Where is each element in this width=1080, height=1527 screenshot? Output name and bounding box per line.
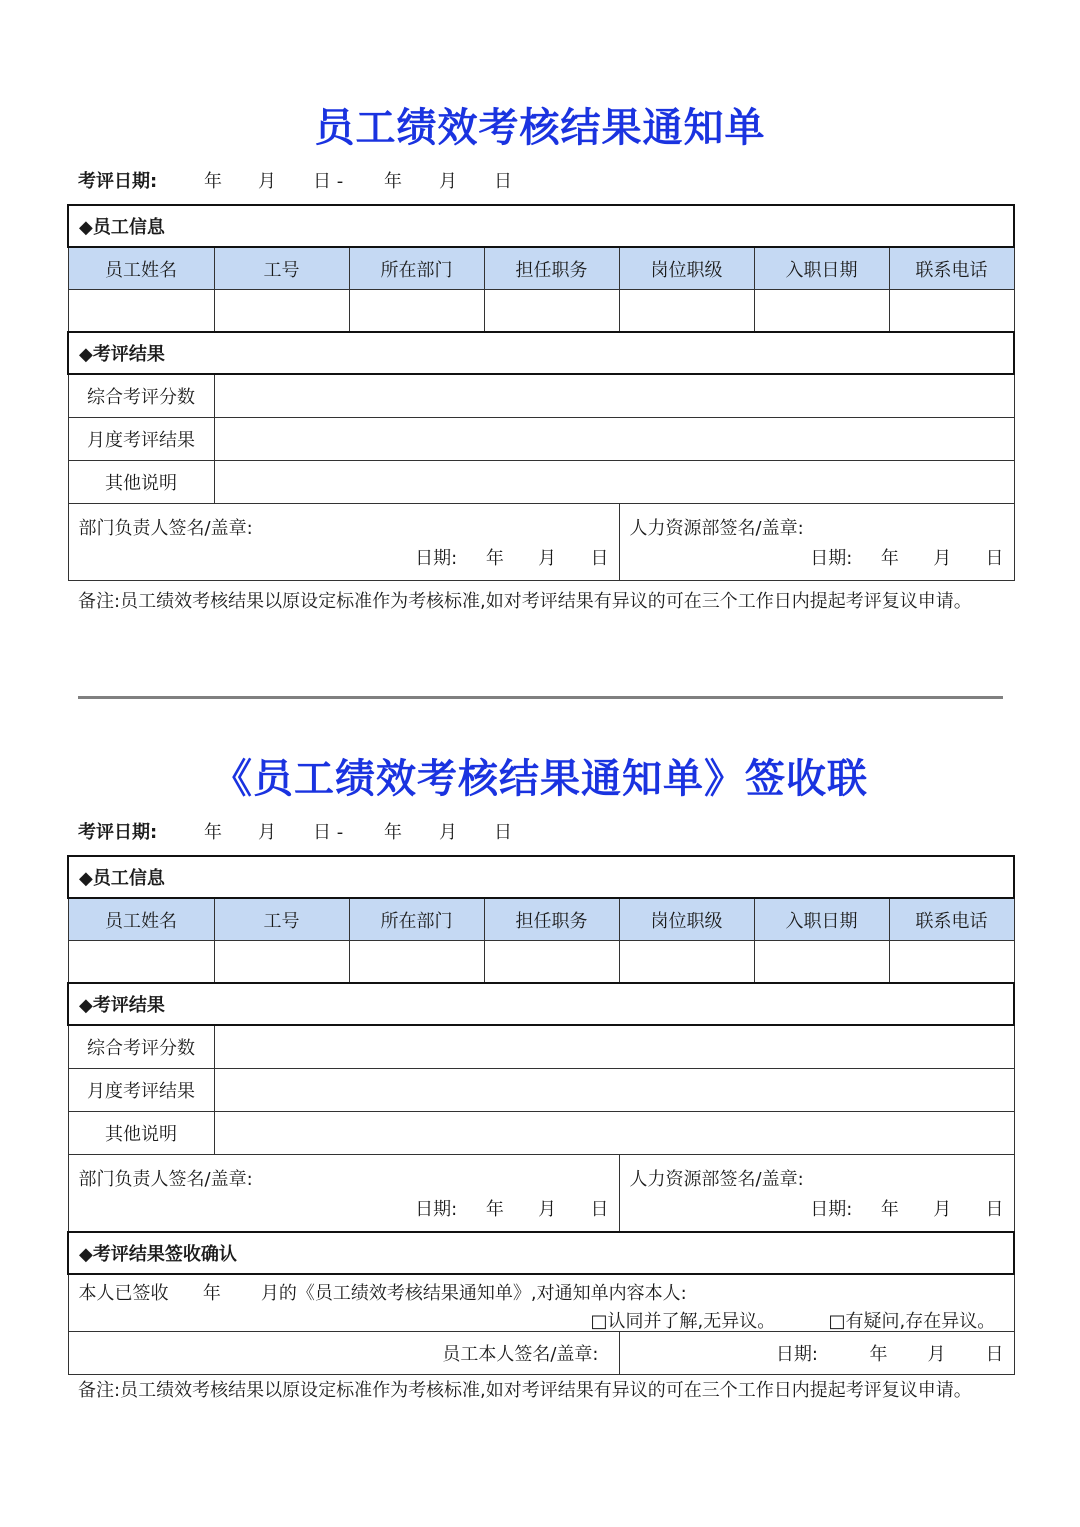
date-month-start: 月 [258, 171, 276, 192]
notice-form-table [67, 204, 1015, 581]
employee-name-cell[interactable] [68, 941, 214, 984]
column-header: 联系电话 [889, 898, 1014, 941]
row-label-total-score: 综合考评分数 [68, 374, 214, 418]
hire-date-cell[interactable] [754, 941, 889, 984]
section-employee-info: ◆员工信息 [68, 205, 1014, 247]
date-year-end: 年 [384, 822, 402, 843]
phone-cell[interactable] [889, 290, 1014, 333]
position-cell[interactable] [484, 941, 619, 984]
column-header: 担任职务 [484, 898, 619, 941]
column-header: 工号 [214, 898, 349, 941]
total-score-cell[interactable] [214, 374, 1014, 418]
row-label-other-notes: 其他说明 [68, 461, 214, 504]
other-notes-cell[interactable] [214, 1112, 1014, 1155]
section-evaluation-result: ◆考评结果 [68, 983, 1014, 1025]
grade-cell[interactable] [619, 290, 754, 333]
receipt-confirmation-cell [68, 1274, 1014, 1332]
evaluation-date-row [78, 821, 512, 845]
hire-date-cell[interactable] [754, 290, 889, 333]
option-agree-checkbox[interactable]: □认同并了解,无异议。 [590, 1311, 776, 1332]
row-label-total-score: 综合考评分数 [68, 1025, 214, 1069]
section-evaluation-result: ◆考评结果 [68, 332, 1014, 374]
row-label-monthly-result: 月度考评结果 [68, 1069, 214, 1112]
option-disagree-checkbox[interactable]: □有疑问,存在异议。 [828, 1311, 996, 1332]
column-header: 所在部门 [349, 898, 484, 941]
dept-signature-label: 部门负责人签名/盖章: [78, 518, 253, 539]
column-header: 担任职务 [484, 247, 619, 290]
section-employee-info: ◆员工信息 [68, 856, 1014, 898]
employee-id-cell[interactable] [214, 290, 349, 333]
date-day-end: 日 [494, 822, 512, 843]
dept-signature-label: 部门负责人签名/盖章: [78, 1169, 253, 1190]
evaluation-date-label: 考评日期: [78, 822, 158, 843]
phone-cell[interactable] [889, 941, 1014, 984]
date-year-start: 年 [204, 171, 222, 192]
date-day-start: 日 - [313, 171, 344, 192]
date-day-start: 日 - [313, 822, 344, 843]
hr-signature-cell[interactable] [619, 1155, 1014, 1233]
date-day-end: 日 [494, 171, 512, 192]
row-label-monthly-result: 月度考评结果 [68, 418, 214, 461]
remark-note: 备注:员工绩效考核结果以原设定标准作为考核标准,如对考评结果有异议的可在三个工作日内提起考评复议申请。 [78, 591, 972, 612]
section-receipt-confirmation: ◆考评结果签收确认 [68, 1232, 1014, 1274]
column-header: 入职日期 [754, 898, 889, 941]
employee-signature-date[interactable]: 日期: 年 月 日 [619, 1332, 1014, 1375]
date-month-end: 月 [439, 171, 457, 192]
other-notes-cell[interactable] [214, 461, 1014, 504]
employee-id-cell[interactable] [214, 941, 349, 984]
remark-note: 备注:员工绩效考核结果以原设定标准作为考核标准,如对考评结果有异议的可在三个工作日内提起考评复议申请。 [78, 1380, 972, 1401]
receipt-title: 《员工绩效考核结果通知单》签收联 [212, 756, 868, 802]
date-month-end: 月 [439, 822, 457, 843]
employee-name-cell[interactable] [68, 290, 214, 333]
hr-signature-cell[interactable] [619, 504, 1014, 581]
evaluation-date-label: 考评日期: [78, 171, 158, 192]
column-header: 工号 [214, 247, 349, 290]
notice-title: 员工绩效考核结果通知单 [314, 105, 766, 151]
total-score-cell[interactable] [214, 1025, 1014, 1069]
dept-signature-cell[interactable] [68, 1155, 619, 1233]
dept-signature-cell[interactable] [68, 504, 619, 581]
confirmation-statement: 本人已签收 年 月的《员工绩效考核结果通知单》,对通知单内容本人: [78, 1283, 687, 1304]
column-header: 员工姓名 [68, 247, 214, 290]
date-month-start: 月 [258, 822, 276, 843]
monthly-result-cell[interactable] [214, 418, 1014, 461]
date-year-end: 年 [384, 171, 402, 192]
position-cell[interactable] [484, 290, 619, 333]
dept-signature-date: 日期: 年 月 日 [415, 1199, 609, 1220]
receipt-form-table [67, 855, 1015, 1375]
column-header: 联系电话 [889, 247, 1014, 290]
hr-signature-label: 人力资源部签名/盖章: [629, 518, 804, 539]
department-cell[interactable] [349, 941, 484, 984]
column-header: 岗位职级 [619, 247, 754, 290]
row-label-other-notes: 其他说明 [68, 1112, 214, 1155]
section-divider [78, 696, 1003, 699]
evaluation-date-row [78, 170, 512, 194]
employee-signature-label: 员工本人签名/盖章: [68, 1332, 619, 1375]
hr-signature-date: 日期: 年 月 日 [810, 548, 1004, 569]
column-header: 员工姓名 [68, 898, 214, 941]
date-year-start: 年 [204, 822, 222, 843]
monthly-result-cell[interactable] [214, 1069, 1014, 1112]
column-header: 入职日期 [754, 247, 889, 290]
hr-signature-date: 日期: 年 月 日 [810, 1199, 1004, 1220]
column-header: 所在部门 [349, 247, 484, 290]
dept-signature-date: 日期: 年 月 日 [415, 548, 609, 569]
hr-signature-label: 人力资源部签名/盖章: [629, 1169, 804, 1190]
department-cell[interactable] [349, 290, 484, 333]
column-header: 岗位职级 [619, 898, 754, 941]
grade-cell[interactable] [619, 941, 754, 984]
